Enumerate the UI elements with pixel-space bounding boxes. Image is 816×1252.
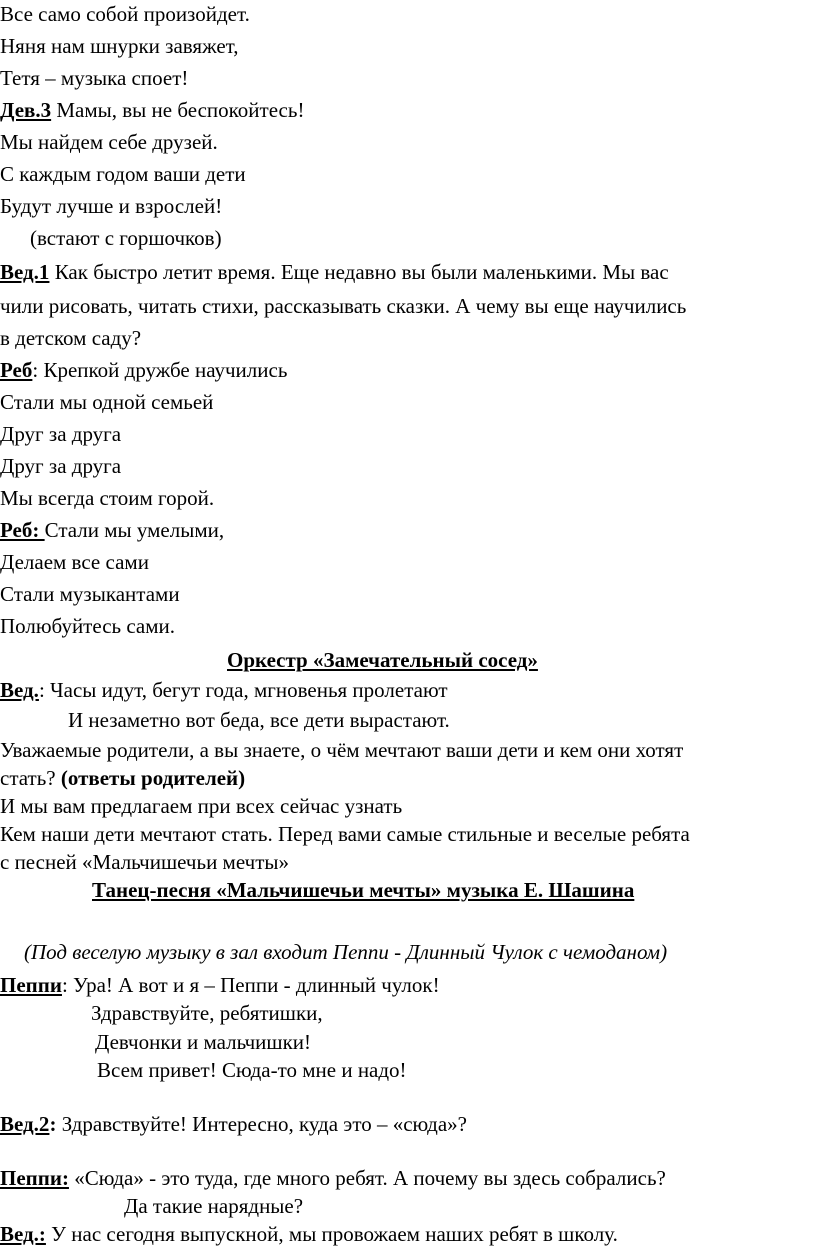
text-line: стать? (ответы родителей) xyxy=(0,766,246,790)
speaker-label: Реб: xyxy=(0,518,45,542)
text-line: Стали музыкантами xyxy=(0,582,180,606)
speaker-label: Пеппи: xyxy=(0,1166,69,1190)
text-line: Вед.: Часы идут, бегут года, мгновенья пролетают xyxy=(0,678,448,702)
text-line: Девчонки и мальчишки! xyxy=(95,1030,312,1054)
speaker-label: Реб xyxy=(0,358,33,382)
text-line: Полюбуйтесь сами. xyxy=(0,614,176,638)
text-line: Реб: Стали мы умелыми, xyxy=(0,518,225,542)
stage-direction: (встают с горшочков) xyxy=(30,226,222,250)
text-line: Здравствуйте, ребятишки, xyxy=(91,1001,323,1025)
text-line: с песней «Мальчишечьи мечты» xyxy=(0,850,289,874)
text-line: Стали мы одной семьей xyxy=(0,390,214,414)
stage-direction: (Под веселую музыку в зал входит Пеппи - Длинный Чулок с чемоданом) xyxy=(24,940,668,964)
text-line: И незаметно вот беда, все дети вырастают. xyxy=(68,708,450,732)
speaker-label: Вед. xyxy=(0,678,39,702)
text-line: Друг за друга xyxy=(0,422,122,446)
text-line: Кем наши дети мечтают стать. Перед вами самые стильные и веселые ребята xyxy=(0,822,690,846)
text-line: Уважаемые родители, а вы знаете, о чём мечтают ваши дети и кем они хотят xyxy=(0,738,684,762)
text-line: Тетя – музыка споет! xyxy=(0,66,189,90)
text-line: Всем привет! Сюда-то мне и надо! xyxy=(97,1058,407,1082)
section-heading: Оркестр «Замечательный сосед» xyxy=(227,648,538,672)
text-line: Пеппи: Ура! А вот и я – Пеппи - длинный чулок! xyxy=(0,973,440,997)
text-line: Друг за друга xyxy=(0,454,122,478)
text-line: в детском саду? xyxy=(0,326,142,350)
text-line: Будут лучше и взрослей! xyxy=(0,194,223,218)
speaker-label: Вед.1 xyxy=(0,260,50,284)
text-line: И мы вам предлагаем при всех сейчас узнать xyxy=(0,794,403,818)
speaker-label: Вед.2 xyxy=(0,1112,50,1136)
parents-answers-note: (ответы родителей) xyxy=(60,766,246,790)
speaker-label: Вед.: xyxy=(0,1222,46,1246)
text-line: Вед.2: Здравствуйте! Интересно, куда это – «сюда»? xyxy=(0,1112,467,1136)
text-line: Няня нам шнурки завяжет, xyxy=(0,34,239,58)
text-line: Вед.: У нас сегодня выпускной, мы провожаем наших ребят в школу. xyxy=(0,1222,618,1246)
text-line: Все само собой произойдет. xyxy=(0,2,250,26)
text-line: Мы найдем себе друзей. xyxy=(0,130,218,154)
text-line: Реб: Крепкой дружбе научились xyxy=(0,358,288,382)
text-line: Делаем все сами xyxy=(0,550,149,574)
speaker-label: Дев.3 xyxy=(0,98,52,122)
text-line: Да такие нарядные? xyxy=(124,1194,304,1218)
speaker-label: Пеппи xyxy=(0,973,62,997)
text-line: чили рисовать, читать стихи, рассказывать сказки. А чему вы еще научились xyxy=(0,294,687,318)
text-line: Пеппи: «Сюда» - это туда, где много ребят. А почему вы здесь собрались? xyxy=(0,1166,666,1190)
text-line: Мы всегда стоим горой. xyxy=(0,486,215,510)
text-line: Дев.3 Мамы, вы не беспокойтесь! xyxy=(0,98,305,122)
text-line: Вед.1 Как быстро летит время. Еще недавно вы были маленькими. Мы вас xyxy=(0,260,669,284)
text-line: С каждым годом ваши дети xyxy=(0,162,246,186)
section-heading: Танец-песня «Мальчишечьи мечты» музыка Е. Шашина xyxy=(92,878,635,902)
